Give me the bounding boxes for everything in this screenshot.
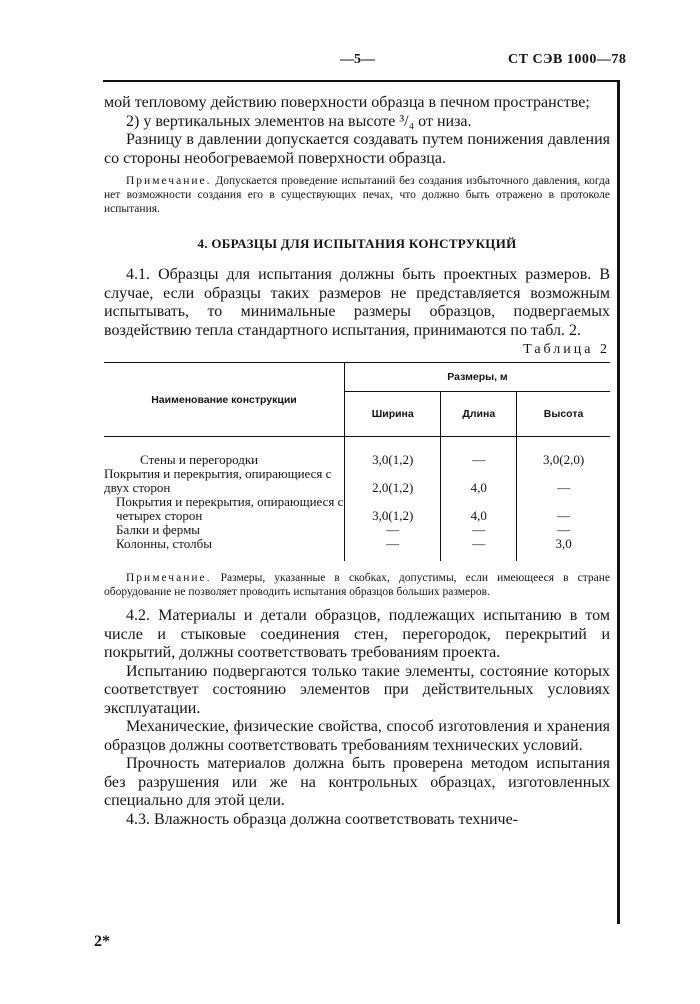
page-number: —5—: [340, 52, 375, 67]
column-header-name: Наименование конструкции: [104, 363, 345, 437]
table-row: [104, 467, 610, 495]
cell-length: —: [441, 523, 517, 537]
intro-line: мой тепловому действию поверхности образца в печном пространстве;: [104, 94, 590, 111]
row-name-line: Покрытия и перекрытия, опирающиеся с четырех сторон: [116, 494, 344, 523]
note-2: [104, 571, 610, 599]
paragraph-4-3: 4.3. Влажность образца должна соответствовать техниче-: [126, 810, 518, 828]
cell-length: —: [441, 437, 517, 468]
table-row: [104, 523, 610, 537]
cell-height: —: [517, 495, 610, 523]
paragraph-4-2-c: Механические, физические свойства, способ изготовления и хранения образцов должны соответствовать требованиям технических условий.: [104, 718, 610, 754]
page-content: [104, 94, 610, 829]
row-name-line: Колонны, столбы: [116, 536, 212, 551]
paragraph-4-2-d: Прочность материалов должна быть проверена методом испытания без разрушения или же на контрольных образцах, изготовленных специально для этой цели.: [104, 755, 610, 809]
cell-width: 2,0(1,2): [372, 480, 414, 495]
row-name: [104, 537, 345, 561]
cell-height: —: [517, 523, 610, 537]
standard-designation: СТ СЭВ 1000—78: [508, 52, 627, 67]
note-1: [104, 174, 610, 216]
row-name: [104, 523, 345, 537]
cell-length: 4,0: [441, 495, 517, 523]
cell-width: 3,0(1,2): [372, 508, 414, 523]
section-4-title: 4. ОБРАЗЦЫ ДЛЯ ИСПЫТАНИЯ КОНСТРУКЦИЙ: [197, 236, 517, 251]
dimensions-table: [104, 362, 610, 561]
cell-height: 3,0(2,0): [517, 437, 610, 468]
signature-mark: 2*: [94, 933, 110, 950]
row-name-line: Покрытия и перекрытия, опирающиеся с двух сторон: [104, 466, 332, 495]
row-name: [104, 467, 345, 495]
note-2-label: Примечание.: [126, 572, 212, 584]
cell-width: —: [386, 522, 400, 537]
cell-width: —: [386, 536, 400, 551]
column-group-dimensions: Размеры, м: [345, 363, 611, 392]
pressure-paragraph: Разницу в давлении допускается создавать путем понижения давления со стороны необогреваемой поверхности образца.: [104, 131, 610, 167]
column-header-width: Ширина: [345, 392, 441, 437]
paragraph-4-2-b: Испытанию подвергаются только такие элементы, состояние которых соответствует состоянию элементов при действительных условиях эксплуатации.: [104, 662, 610, 717]
row-name-line: Стены и перегородки: [140, 452, 259, 467]
row-name: [104, 495, 345, 523]
table-row: [104, 437, 610, 468]
row-name-line: Балки и фермы: [116, 522, 201, 537]
cell-width: 3,0(1,2): [372, 452, 414, 467]
column-header-height: Высота: [517, 392, 610, 437]
note-1-label: Примечание.: [126, 175, 212, 187]
intro-item-2: 2) у вертикальных элементов на высоте ³/₄ от низа.: [126, 112, 472, 130]
cell-height: 3,0: [517, 537, 610, 561]
cell-length: —: [441, 537, 517, 561]
cell-height: —: [517, 467, 610, 495]
paragraph-4-2: 4.2. Материалы и детали образцов, подлежащих испытанию в том числе и стыковые соединения стен, перегородок, перекрытий и покрытий, должны соответствовать требованиям проекта.: [104, 607, 610, 661]
note-1-text: Допускается проведение испытаний без создания избыточного давления, когда нет возможности создания его в существующих печах, что должно быть отражено в протоколе испытания.: [104, 175, 610, 215]
column-header-length: Длина: [441, 392, 517, 437]
cell-length: 4,0: [441, 467, 517, 495]
note-2-text: Размеры, указанные в скобках, допустимы, если имеющееся в стране оборудование не позволяет проводить испытания образцов больших размеров.: [104, 572, 610, 598]
table-row: [104, 495, 610, 523]
table-row: [104, 537, 610, 561]
row-name: [104, 437, 345, 468]
table-label: Таблица 2: [523, 342, 610, 357]
paragraph-4-1: 4.1. Образцы для испытания должны быть проектных размеров. В случае, если образцы таких размеров не представляется возможным испытывать, то минимальные размеры образцов, подвергаемых воздействию тепла стандартного испытания, принимаются по табл. 2.: [104, 266, 610, 339]
